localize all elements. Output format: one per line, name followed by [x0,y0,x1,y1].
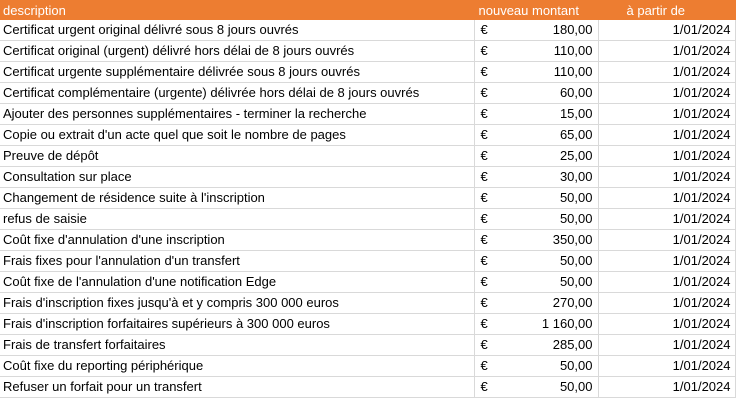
table-row [0,62,735,83]
cell-currency[interactable]: € [474,146,494,167]
table-row [0,377,735,398]
cell-description[interactable]: Refuser un forfait pour un transfert [0,377,474,398]
cell-description[interactable]: Frais fixes pour l'annulation d'un transfert [0,251,474,272]
table-row [0,335,735,356]
cell-currency[interactable]: € [474,230,494,251]
cell-amount[interactable]: 285,00 [494,335,598,356]
cell-amount[interactable]: 50,00 [494,209,598,230]
cell-description[interactable]: Certificat urgent original délivré sous 8 jours ouvrés [0,20,474,41]
cell-currency[interactable]: € [474,335,494,356]
cell-description[interactable]: Changement de résidence suite à l'inscription [0,188,474,209]
cell-description[interactable]: Coût fixe de l'annulation d'une notification Edge [0,272,474,293]
table-row [0,230,735,251]
cell-currency[interactable]: € [474,272,494,293]
cell-date[interactable]: 1/01/2024 [598,83,735,104]
cell-date[interactable]: 1/01/2024 [598,230,735,251]
cell-amount[interactable]: 110,00 [494,62,598,83]
header-row [0,0,735,20]
cell-amount[interactable]: 60,00 [494,83,598,104]
cell-currency[interactable]: € [474,314,494,335]
cell-currency[interactable]: € [474,251,494,272]
table-row [0,314,735,335]
cell-amount[interactable]: 110,00 [494,41,598,62]
table-row [0,41,735,62]
cell-currency[interactable]: € [474,188,494,209]
cell-description[interactable]: Frais d'inscription fixes jusqu'à et y compris 300 000 euros [0,293,474,314]
cell-currency[interactable]: € [474,83,494,104]
cell-currency[interactable]: € [474,377,494,398]
cell-date[interactable]: 1/01/2024 [598,335,735,356]
table-row [0,209,735,230]
cell-date[interactable]: 1/01/2024 [598,146,735,167]
cell-amount[interactable]: 25,00 [494,146,598,167]
cell-date[interactable]: 1/01/2024 [598,167,735,188]
cell-description[interactable]: Certificat urgente supplémentaire délivrée sous 8 jours ouvrés [0,62,474,83]
cell-amount[interactable]: 50,00 [494,272,598,293]
cell-description[interactable]: Coût fixe du reporting périphérique [0,356,474,377]
cell-amount[interactable]: 50,00 [494,251,598,272]
cell-amount[interactable]: 50,00 [494,188,598,209]
cell-date[interactable]: 1/01/2024 [598,209,735,230]
cell-date[interactable]: 1/01/2024 [598,62,735,83]
cell-currency[interactable]: € [474,356,494,377]
cell-date[interactable]: 1/01/2024 [598,377,735,398]
table-row [0,356,735,377]
cell-amount[interactable]: 30,00 [494,167,598,188]
cell-date[interactable]: 1/01/2024 [598,188,735,209]
cell-date[interactable]: 1/01/2024 [598,293,735,314]
header-from-date[interactable]: à partir de [598,0,735,20]
cell-date[interactable]: 1/01/2024 [598,272,735,293]
cell-currency[interactable]: € [474,167,494,188]
cell-description[interactable]: Certificat original (urgent) délivré hors délai de 8 jours ouvrés [0,41,474,62]
cell-currency[interactable]: € [474,209,494,230]
cell-currency[interactable]: € [474,62,494,83]
cell-amount[interactable]: 50,00 [494,356,598,377]
cell-date[interactable]: 1/01/2024 [598,20,735,41]
cell-description[interactable]: Frais de transfert forfaitaires [0,335,474,356]
cell-description[interactable]: refus de saisie [0,209,474,230]
table-row [0,20,735,41]
cell-amount[interactable]: 270,00 [494,293,598,314]
cell-amount[interactable]: 1 160,00 [494,314,598,335]
cell-description[interactable]: Preuve de dépôt [0,146,474,167]
cell-amount[interactable]: 65,00 [494,125,598,146]
cell-description[interactable]: Consultation sur place [0,167,474,188]
table-row [0,125,735,146]
table-row [0,272,735,293]
cell-date[interactable]: 1/01/2024 [598,41,735,62]
table-row [0,188,735,209]
cell-currency[interactable]: € [474,125,494,146]
cell-description[interactable]: Frais d'inscription forfaitaires supérieurs à 300 000 euros [0,314,474,335]
cell-date[interactable]: 1/01/2024 [598,251,735,272]
table-row [0,251,735,272]
header-description[interactable]: description [0,0,474,20]
table-row [0,167,735,188]
header-amount[interactable]: nouveau montant [474,0,598,20]
cell-description[interactable]: Coût fixe d'annulation d'une inscription [0,230,474,251]
cell-amount[interactable]: 350,00 [494,230,598,251]
cell-date[interactable]: 1/01/2024 [598,125,735,146]
cell-date[interactable]: 1/01/2024 [598,356,735,377]
cell-description[interactable]: Ajouter des personnes supplémentaires - terminer la recherche [0,104,474,125]
cell-currency[interactable]: € [474,104,494,125]
cell-date[interactable]: 1/01/2024 [598,104,735,125]
table-row [0,83,735,104]
cell-description[interactable]: Certificat complémentaire (urgente) délivrée hors délai de 8 jours ouvrés [0,83,474,104]
cell-amount[interactable]: 50,00 [494,377,598,398]
table-row [0,146,735,167]
cell-amount[interactable]: 180,00 [494,20,598,41]
cell-currency[interactable]: € [474,20,494,41]
cell-date[interactable]: 1/01/2024 [598,314,735,335]
table-row [0,293,735,314]
cell-amount[interactable]: 15,00 [494,104,598,125]
cell-currency[interactable]: € [474,41,494,62]
cell-description[interactable]: Copie ou extrait d'un acte quel que soit le nombre de pages [0,125,474,146]
table-row [0,104,735,125]
cell-currency[interactable]: € [474,293,494,314]
